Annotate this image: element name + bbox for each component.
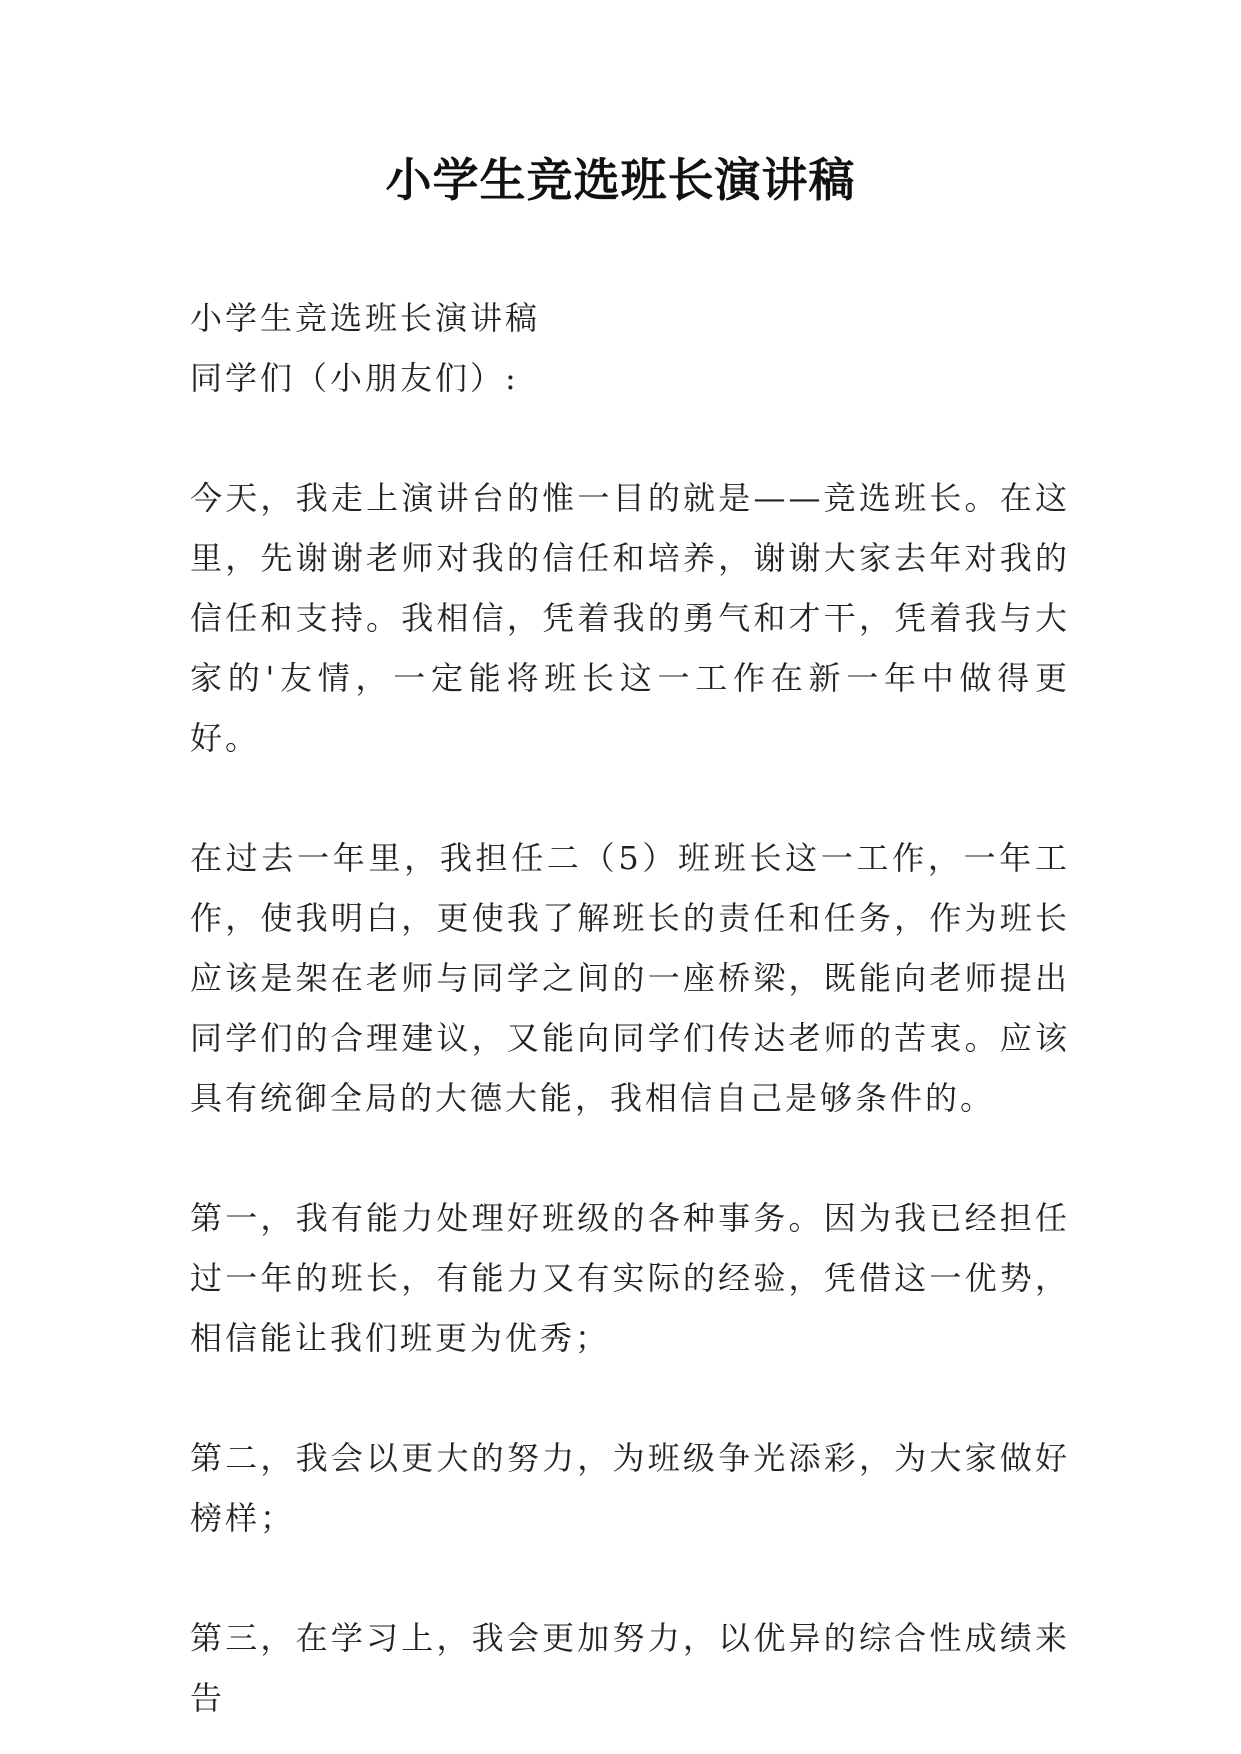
paragraph-gap (190, 1548, 1070, 1608)
paragraph-gap (190, 1368, 1070, 1428)
paragraph-gap (190, 768, 1070, 828)
paragraph-4: 第二，我会以更大的努力，为班级争光添彩，为大家做好榜样； (190, 1439, 1070, 1537)
paragraph-3: 第一，我有能力处理好班级的各种事务。因为我已经担任过一年的班长，有能力又有实际的经验，凭借这一优势，相信能让我们班更为优秀； (190, 1199, 1070, 1357)
paragraph-5: 第三，在学习上，我会更加努力，以优异的综合性成绩来告 (190, 1619, 1070, 1717)
document-subtitle: 小学生竞选班长演讲稿 (190, 299, 541, 337)
paragraph-gap (190, 408, 1070, 468)
paragraph-1: 今天，我走上演讲台的惟一目的就是——竞选班长。在这里，先谢谢老师对我的信任和培养，谢谢大家去年对我的信任和支持。我相信，凭着我的勇气和才干，凭着我与大家的'友情，一定能将班长这一工作在新一年中做得更好。 (190, 479, 1070, 757)
paragraph-2: 在过去一年里，我担任二（5）班班长这一工作，一年工作，使我明白，更使我了解班长的责任和任务，作为班长应该是架在老师与同学之间的一座桥梁，既能向老师提出同学们的合理建议，又能向同学们传达老师的苦衷。应该具有统御全局的大德大能，我相信自己是够条件的。 (190, 839, 1070, 1117)
document-body (190, 288, 1070, 1728)
greeting: 同学们（小朋友们）: (190, 359, 519, 397)
paragraph-gap (190, 1128, 1070, 1188)
document-title: 小学生竞选班长演讲稿 (385, 153, 856, 207)
